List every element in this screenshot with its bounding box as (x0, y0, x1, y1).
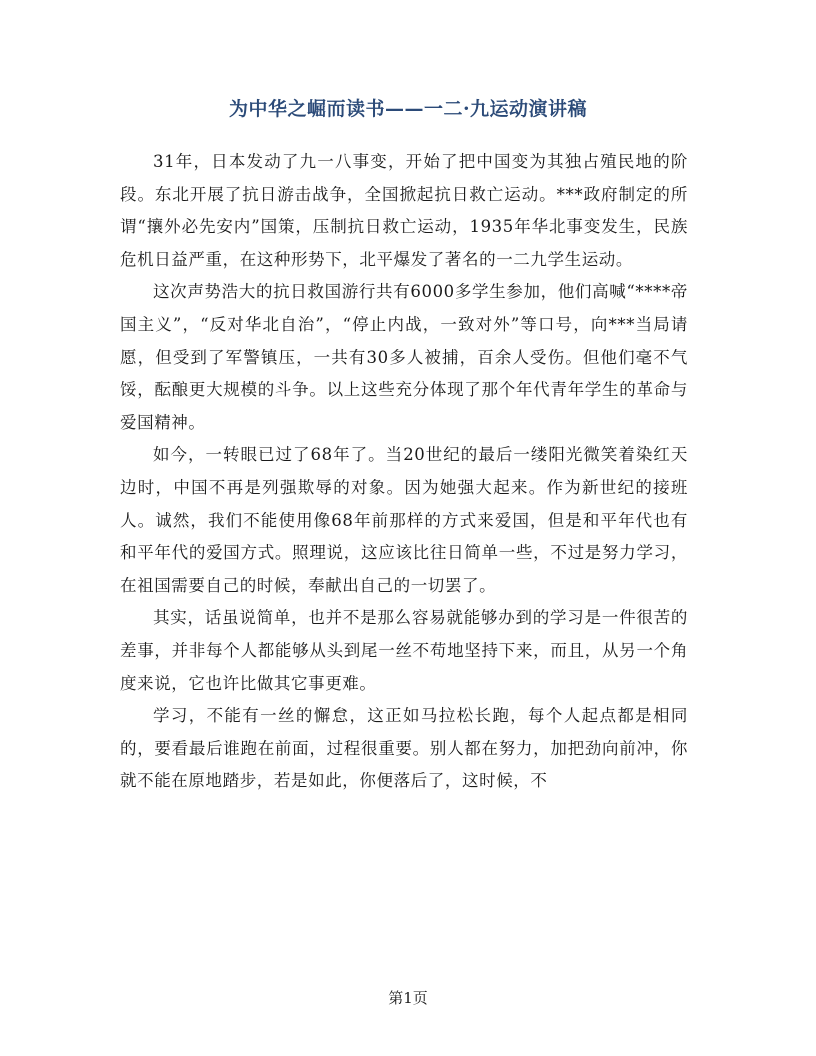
page-number: 第1页 (388, 989, 428, 1007)
paragraph-2: 这次声势浩大的抗日救国游行共有6000多学生参加，他们高喊“****帝国主义”，“反对华北自治”，“停止内战，一致对外”等口号，向***当局请愿，但受到了军警镇压，一共有30多人被捕，百余人受伤。但他们毫不气馁，酝酿更大规模的斗争。以上这些充分体现了那个年代青年学生的革命与爱国精神。 (120, 282, 688, 432)
document-body (120, 146, 688, 798)
paragraph-1: 31年，日本发动了九一八事变，开始了把中国变为其独占殖民地的阶段。东北开展了抗日游击战争，全国掀起抗日救亡运动。***政府制定的所谓“攘外必先安内”国策，压制抗日救亡运动，1935年华北事变发生，民族危机日益严重，在这种形势下，北平爆发了著名的一二九学生运动。 (120, 152, 688, 269)
paragraph-3: 如今，一转眼已过了68年了。当20世纪的最后一缕阳光微笑着染红天边时，中国不再是列强欺辱的对象。因为她强大起来。作为新世纪的接班人。诚然，我们不能使用像68年前那样的方式来爱国，但是和平年代也有和平年代的爱国方式。照理说，这应该比往日简单一些，不过是努力学习，在祖国需要自己的时候，奉献出自己的一切罢了。 (120, 445, 688, 595)
document-title: 为中华之崛而读书——一二·九运动演讲稿 (228, 98, 588, 120)
paragraph-4: 其实，话虽说简单，也并不是那么容易就能够办到的学习是一件很苦的差事，并非每个人都能够从头到尾一丝不苟地坚持下来，而且，从另一个角度来说，它也许比做其它事更难。 (120, 608, 688, 693)
paragraph-5: 学习，不能有一丝的懈怠，这正如马拉松长跑，每个人起点都是相同的，要看最后谁跑在前面，过程很重要。别人都在努力，加把劲向前冲，你就不能在原地踏步，若是如此，你便落后了，这时候，不 (120, 706, 688, 791)
